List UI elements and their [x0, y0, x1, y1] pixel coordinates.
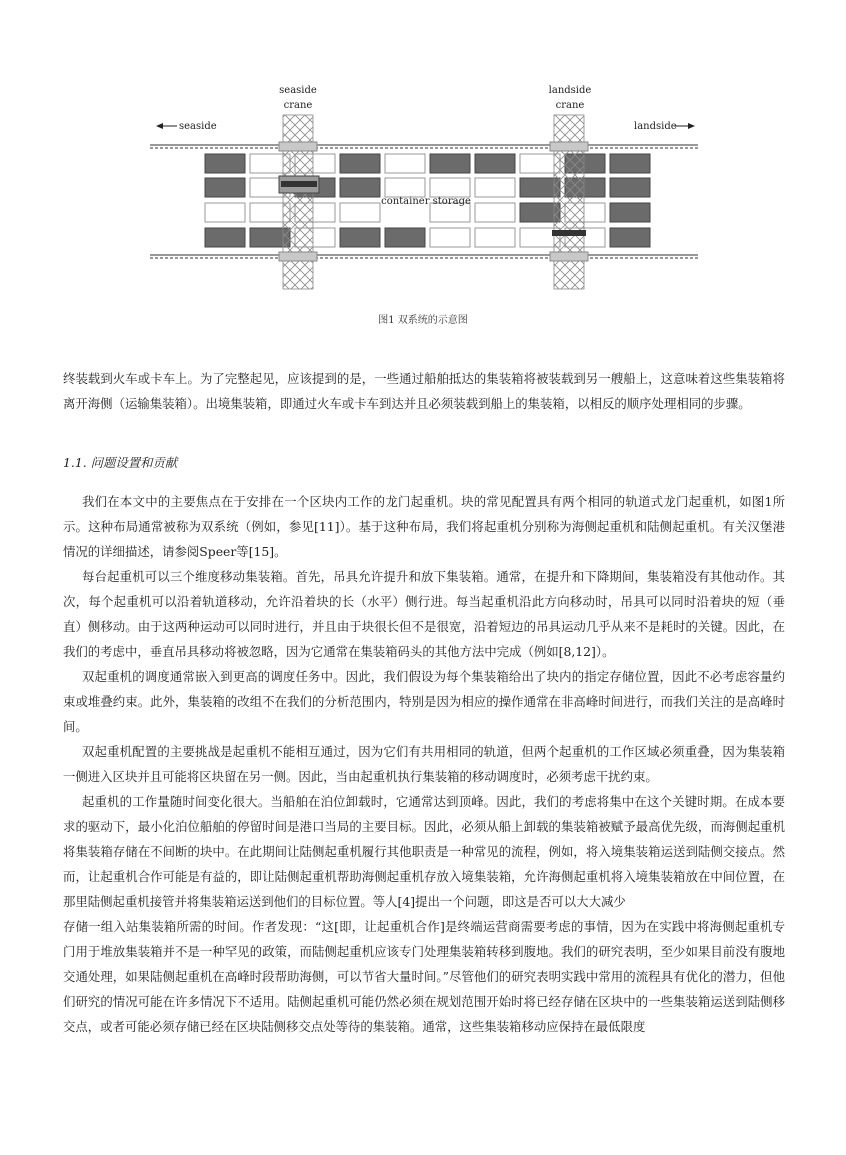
landside-crane-label-line2: crane	[555, 100, 585, 111]
landside-label: landside	[634, 121, 677, 132]
paragraph: 每台起重机可以三个维度移动集装箱。首先，吊具允许提升和放下集装箱。通常，在提升和下降期间，集装箱没有其他动作。其次，每个起重机可以沿着轨道移动，允许沿着块的长（水平）侧行进。每当起重机沿此方向移动时，吊具可以同时沿着块的短（垂直）侧移动。由于这两种运动可以同时进行，并且由于块很长但不是很宽，沿着短边的吊具运动几乎从来不是耗时的关键。因此，在我们的考虑中，垂直吊具移动将被忽略，因为它通常在集装箱码头的其他方法中完成（例如[8,12]）。	[63, 569, 785, 659]
body-text	[63, 489, 785, 1039]
paragraph: 存储一组入站集装箱所需的时间。作者发现：“这[即，让起重机合作]是终端运营商需要考虑的事情，因为在实践中将海侧起重机专门用于堆放集装箱并不是一种罕见的政策，而陆侧起重机应该专门处理集装箱转移到腹地。我们的研究表明，至少如果目前没有腹地交通处理，如果陆侧起重机在高峰时段帮助海侧，可以节省大量时间。”尽管他们的研究表明实践中常用的流程具有优化的潜力，但他们研究的情况可能在许多情况下不适用。陆侧起重机可能仍然必须在规划范围开始时将已经存储在区块中的一些集装箱运送到陆侧移交点，或者可能必须存储已经在区块陆侧移交点处等待的集装箱。通常，这些集装箱移动应保持在最低限度	[63, 919, 785, 1034]
landside-crane-label-line1: landside	[548, 85, 592, 96]
seaside-crane-label-line1: seaside	[279, 85, 317, 96]
landside-crane	[550, 115, 588, 289]
landside-arrow-icon	[674, 123, 695, 129]
section-heading: 1.1. 问题设置和贡献	[63, 455, 178, 470]
container-storage-label: container storage	[381, 196, 471, 207]
seaside-crane-label-line2: crane	[283, 100, 313, 111]
paragraph-continuation	[63, 366, 785, 416]
seaside-crane	[279, 115, 319, 289]
paragraph: 我们在本文中的主要焦点在于安排在一个区块内工作的龙门起重机。块的常见配置具有两个相同的轨道式龙门起重机，如图1所示。这种布局通常被称为双系统（例如，参见[11]）。基于这种布局，我们将起重机分别称为海侧起重机和陆侧起重机。有关汉堡港情况的详细描述，请参阅Speer等[15]。	[63, 494, 785, 559]
paragraph: 双起重机配置的主要挑战是起重机不能相互通过，因为它们有共用相同的轨道，但两个起重机的工作区域必须重叠，因为集装箱一侧进入区块并且可能将区块留在另一侧。因此，当由起重机执行集装箱的移动调度时，必须考虑干扰约束。	[63, 744, 785, 784]
paragraph: 终装载到火车或卡车上。为了完整起见，应该提到的是，一些通过船舶抵达的集装箱将被装载到另一艘船上，这意味着这些集装箱将离开海侧（运输集装箱）。出境集装箱，即通过火车或卡车到达并且必须装载到船上的集装箱，以相反的顺序处理相同的步骤。	[63, 371, 785, 411]
paragraph: 起重机的工作量随时间变化很大。当船舶在泊位卸载时，它通常达到顶峰。因此，我们的考虑将集中在这个关键时期。在成本要求的驱动下，最小化泊位船舶的停留时间是港口当局的主要目标。因此，必须从船上卸载的集装箱被赋予最高优先级，而海侧起重机将集装箱存储在不间断的块中。在此期间让陆侧起重机履行其他职责是一种常见的流程，例如，将入境集装箱运送到陆侧交接点。然而，让起重机合作可能是有益的，即让陆侧起重机帮助海侧起重机存放入境集装箱，允许海侧起重机将入境集装箱放在中间位置，在那里陆侧起重机接管并将集装箱运送到他们的目标位置。等人[4]提出一个问题，即这是否可以大大减少	[63, 794, 785, 909]
figure-caption: 图1 双系统的示意图	[378, 315, 468, 326]
seaside-arrow-icon	[156, 123, 177, 129]
double-crane-diagram	[150, 80, 710, 295]
seaside-label: seaside	[179, 121, 217, 132]
paragraph: 双起重机的调度通常嵌入到更高的调度任务中。因此，我们假设为每个集装箱给出了块内的指定存储位置，因此不必考虑容量约束或堆叠约束。此外，集装箱的改组不在我们的分析范围内，特别是因为相应的操作通常在非高峰时间进行，而我们关注的是高峰时间。	[63, 669, 785, 734]
